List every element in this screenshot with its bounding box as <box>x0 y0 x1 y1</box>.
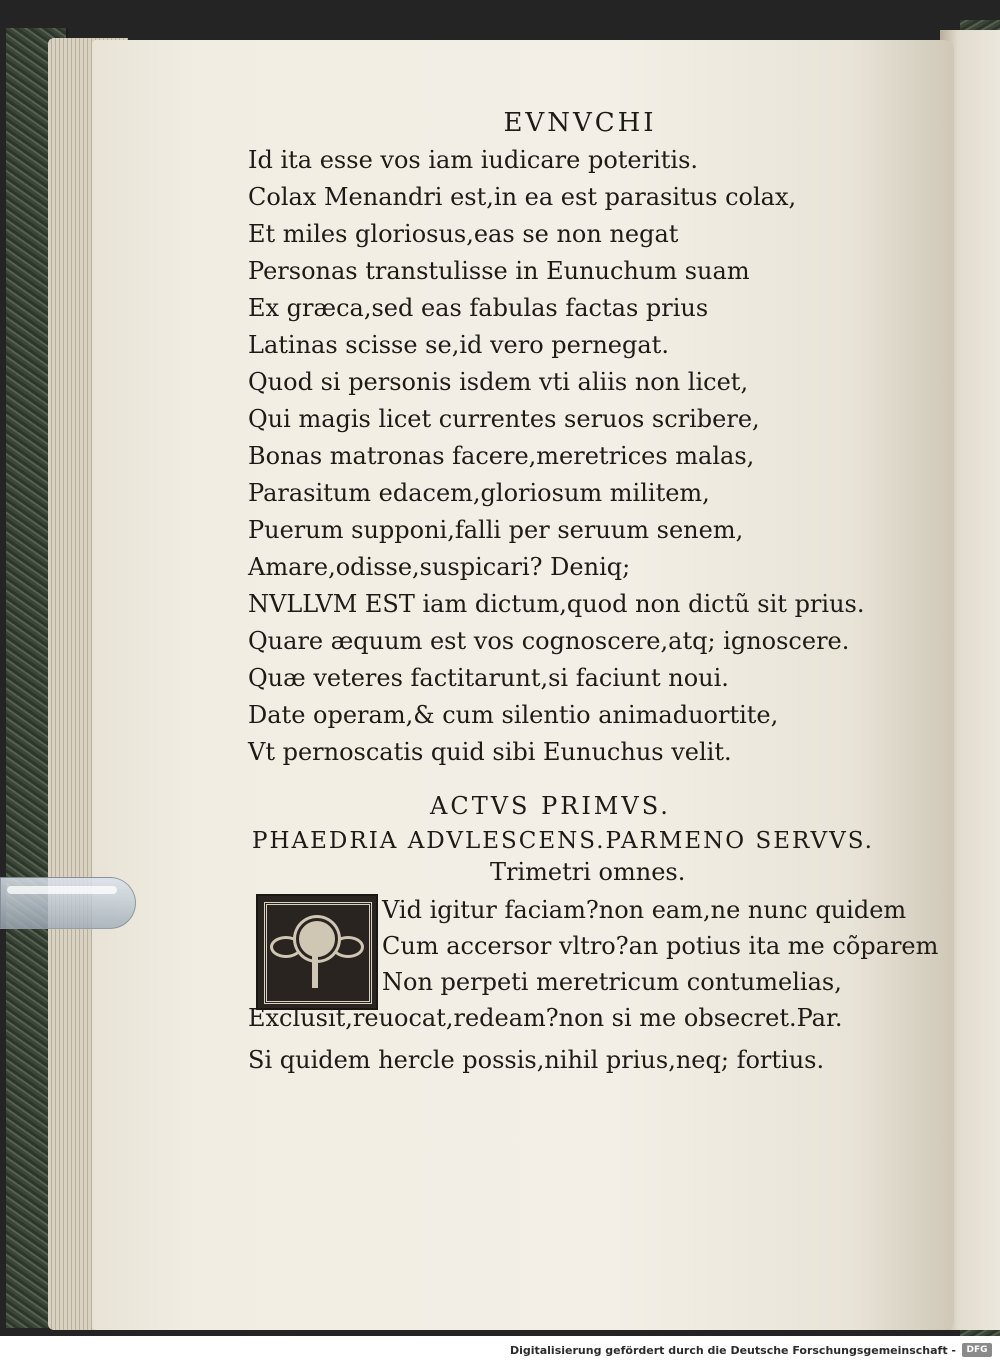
verse-line: Quæ veteres factitarunt,si faciunt noui. <box>248 664 729 692</box>
verse-line: Vt pernoscatis quid sibi Eunuchus velit. <box>248 738 732 766</box>
meter-note: Trimetri omnes. <box>490 858 686 886</box>
verse-line: Latinas scisse se,id vero pernegat. <box>248 331 669 359</box>
scene-line: Non perpeti meretricum contumelias, <box>382 968 842 996</box>
verse-line: Et miles gloriosus,eas se non negat <box>248 220 679 248</box>
verse-line: Puerum supponi,falli per seruum senem, <box>248 516 744 544</box>
scene-line: Si quidem hercle possis,nihil prius,neq; fortius. <box>248 1046 825 1074</box>
running-head: EVNVCHI <box>503 108 657 138</box>
verse-line: Ex græca,sed eas fabulas factas prius <box>248 294 709 322</box>
verse-line: NVLLVM EST iam dictum,quod non dictũ sit prius. <box>248 590 865 618</box>
verse-line: Amare,odisse,suspicari? Deniq; <box>248 553 631 581</box>
page-holder-clip <box>0 877 136 929</box>
verse-line: Parasitum edacem,gloriosum militem, <box>248 479 710 507</box>
footer-bar <box>0 1336 1000 1366</box>
flower-stem-icon <box>312 956 318 988</box>
scene-line: Exclusit,reuocat,redeam?non si me obsecret.Par. <box>248 1004 843 1032</box>
verse-line: Colax Menandri est,in ea est parasitus colax, <box>248 183 797 211</box>
verse-line: Quod si personis isdem vti aliis non licet, <box>248 368 749 396</box>
scene-line: Cum accersor vltro?an potius ita me cõparem <box>382 932 939 960</box>
act-heading: ACTVS PRIMVS. <box>430 792 671 820</box>
flower-ornament-icon <box>296 918 338 960</box>
verse-line: Quare æquum est vos cognoscere,atq; ignoscere. <box>248 627 850 655</box>
funding-credit: Digitalisierung gefördert durch die Deutsche Forschungsgemeinschaft - <box>509 1344 956 1357</box>
verse-line: Qui magis licet currentes seruos scribere, <box>248 405 760 433</box>
verse-line: Date operam,& cum silentio animaduortite, <box>248 701 779 729</box>
scene-line: Vid igitur faciam?non eam,ne nunc quidem <box>382 896 907 924</box>
characters-heading: PHAEDRIA ADVLESCENS.PARMENO SERVVS. <box>252 828 874 854</box>
decorated-initial <box>256 894 378 1010</box>
verse-line: Id ita esse vos iam iudicare poteritis. <box>248 146 699 174</box>
dfg-logo: DFG <box>962 1343 992 1357</box>
verse-line: Personas transtulisse in Eunuchum suam <box>248 257 750 285</box>
verse-line: Bonas matronas facere,meretrices malas, <box>248 442 755 470</box>
